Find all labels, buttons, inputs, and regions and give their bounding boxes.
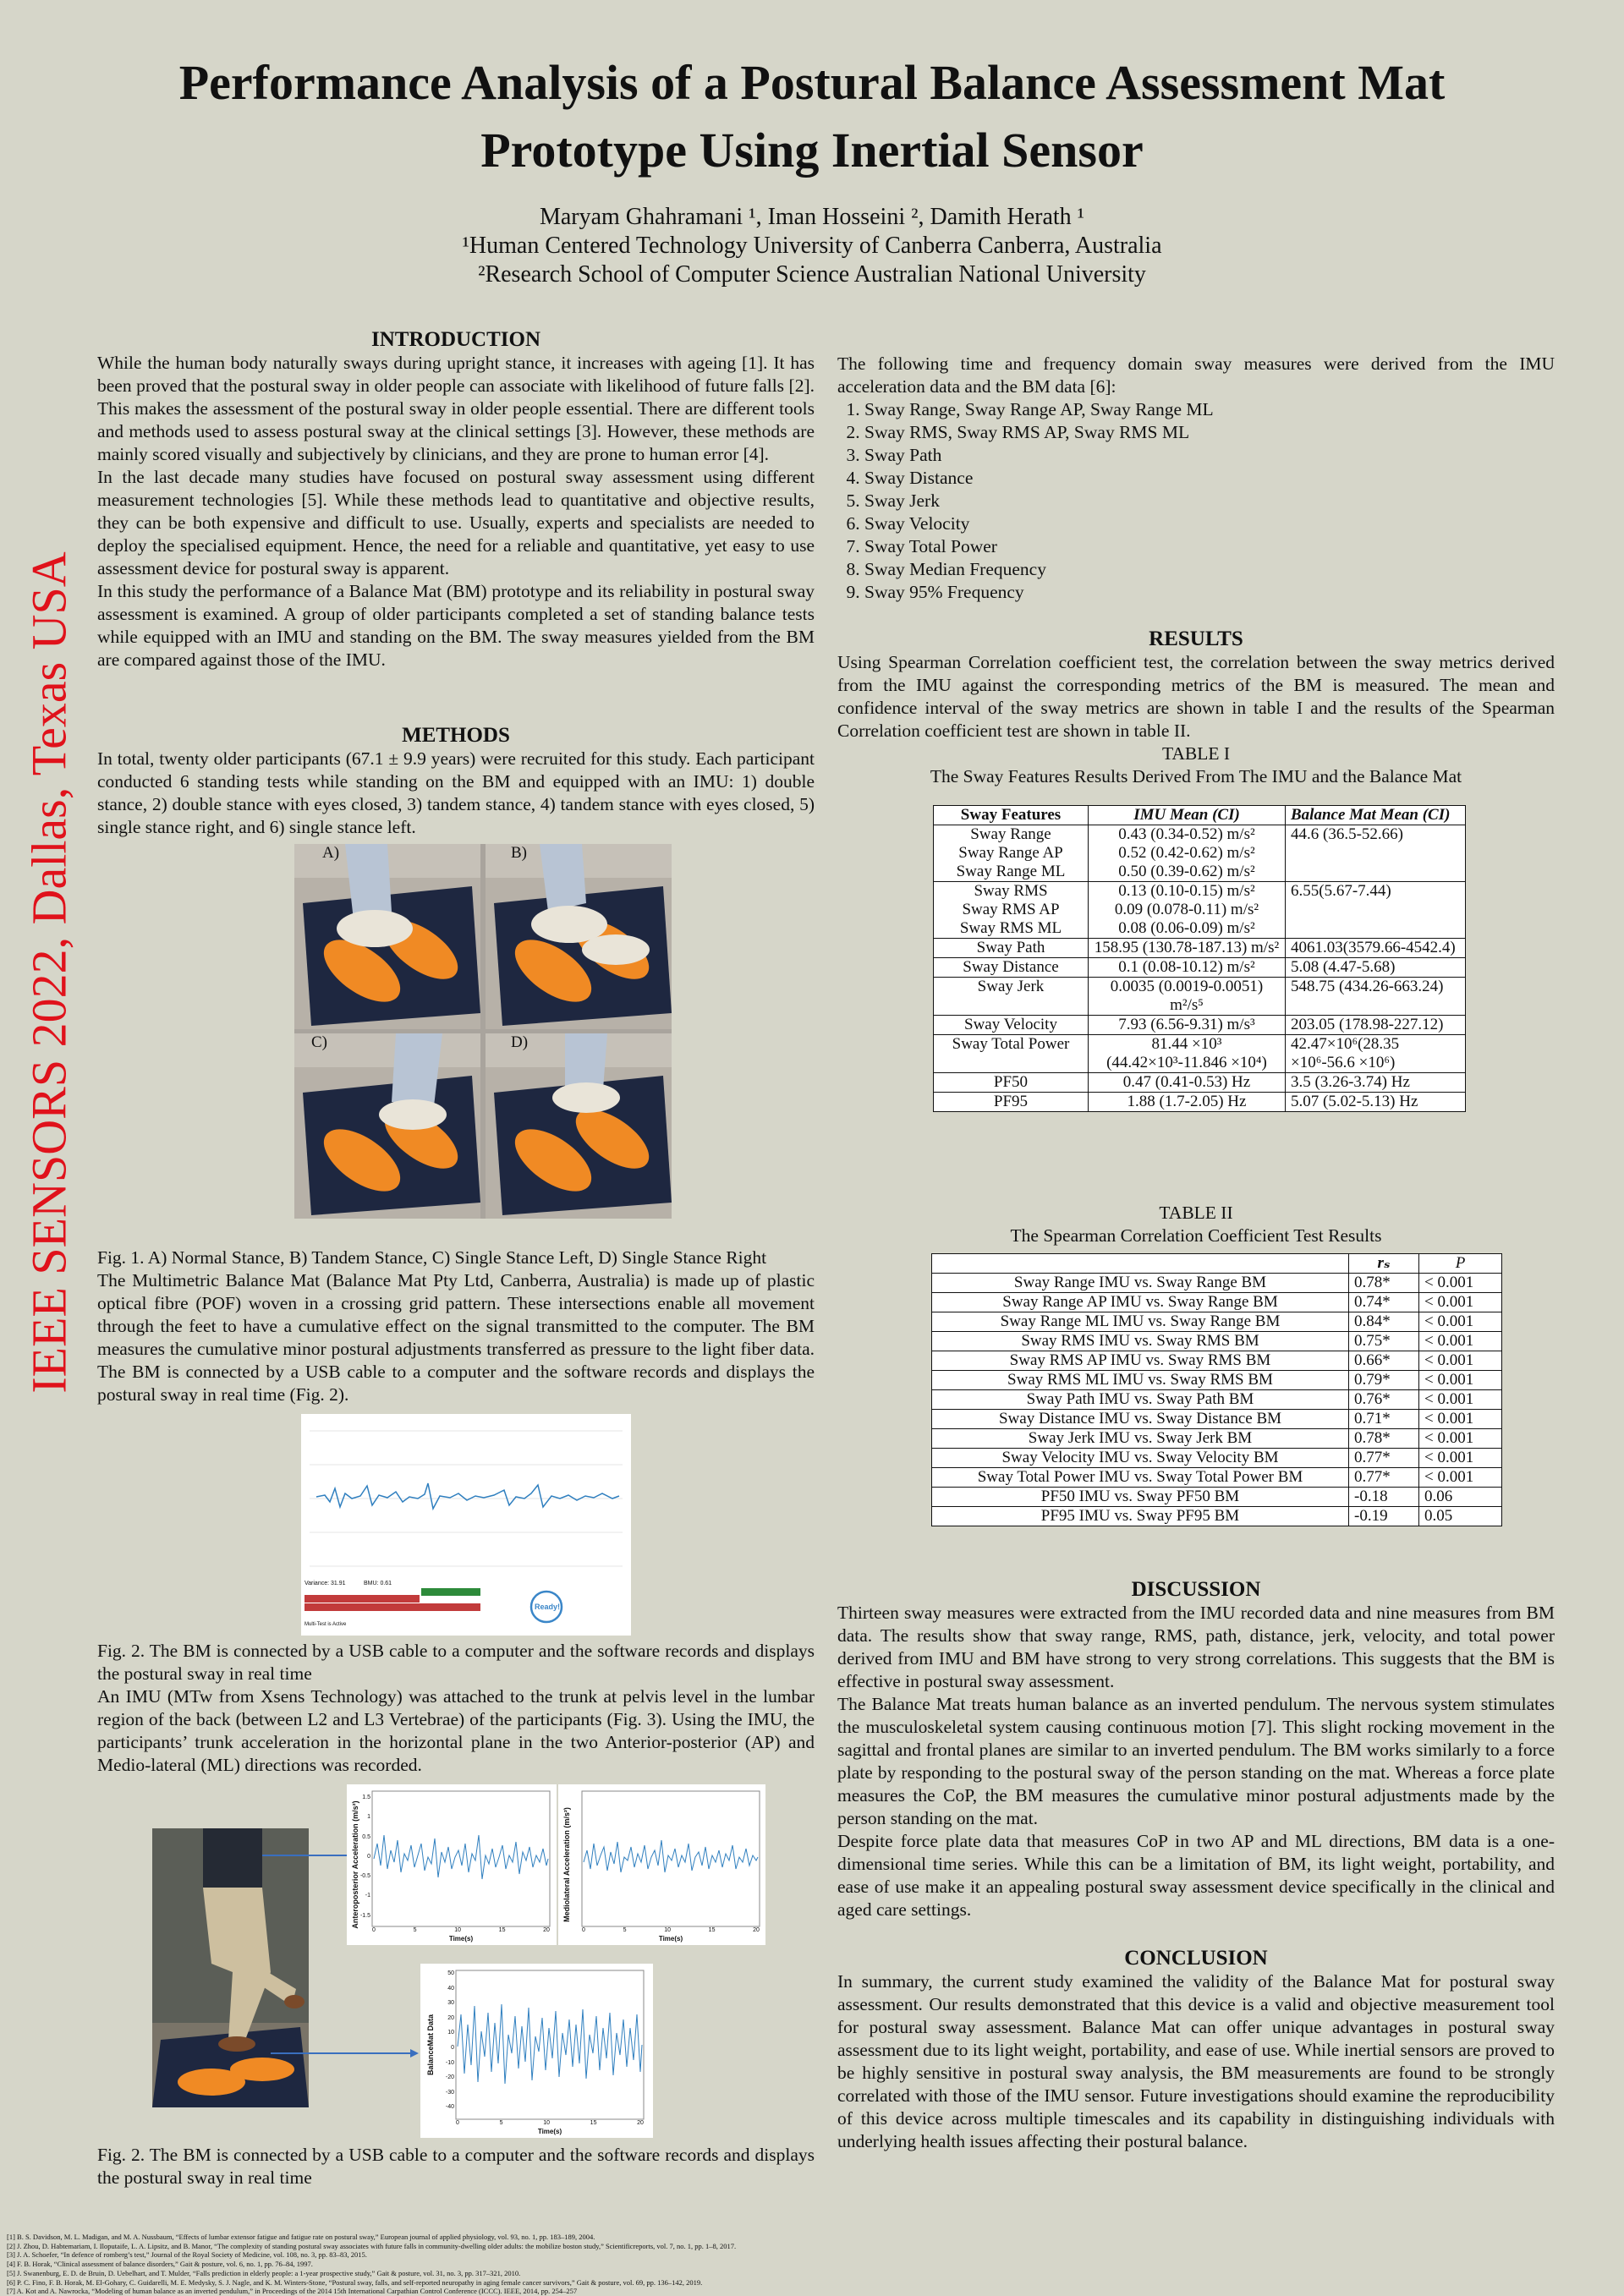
table1-feature-cell: PF50 — [934, 1073, 1089, 1093]
table2-body — [932, 1274, 1502, 1526]
fig3-caption: Fig. 2. The BM is connected by a USB cable to a computer and the software records and displays the postural sway in real time — [97, 2145, 815, 2188]
table1-row — [934, 882, 1466, 939]
conference-sidebar — [21, 448, 77, 1497]
bm-ylabel: BalanceMat Data — [426, 2014, 435, 2076]
table2-rs-cell: -0.19 — [1349, 1507, 1419, 1526]
measure-item: 6. Sway Velocity — [864, 512, 1555, 535]
table1-feature-cell: Sway Range Sway Range AP Sway Range ML — [934, 825, 1089, 882]
ap-ytick: 0 — [367, 1853, 370, 1860]
ml-xtick: 15 — [708, 1927, 716, 1933]
photo-label-b: B) — [511, 844, 527, 862]
introduction-paragraph-2: In the last decade many studies have focused on postural sway assessment using different measurement technologies [5]. While these methods lead to quantitative and objective results, they can be both expensive and difficult to use. Usually, experts and specialists are needed to deploy the specialised equipment. Hence, the need for a reliable and quantitative, yet easy to use assessment device for postural sway is apparent. — [97, 467, 815, 578]
table2-row — [932, 1312, 1502, 1332]
discussion-section — [837, 1578, 1555, 1921]
conference-label: IEEE SENSORS 2022, Dallas, Texas USA — [21, 551, 77, 1394]
table2-comparison-cell: Sway Range ML IMU vs. Sway Range BM — [932, 1312, 1349, 1332]
measure-item: 2. Sway RMS, Sway RMS AP, Sway RMS ML — [864, 421, 1555, 444]
table1-bm-cell: 6.55(5.67-7.44) — [1286, 882, 1466, 939]
title-line-1: Performance Analysis of a Postural Balance Assessment Mat — [178, 55, 1446, 110]
sway-features-table — [933, 805, 1466, 1112]
table1-header: Balance Mat Mean (CI) — [1286, 806, 1466, 825]
bm-signal-svg — [420, 1964, 653, 2138]
table1-row — [934, 1016, 1466, 1035]
table1-bm-cell: 44.6 (36.5-52.66) — [1286, 825, 1466, 882]
table1-imu-cell: 81.44 ×10³ (44.42×10³-11.846 ×10⁴) — [1089, 1035, 1286, 1073]
ml-xtick: 0 — [582, 1927, 585, 1933]
table1-feature-cell: Sway Total Power — [934, 1035, 1089, 1073]
measure-item: 7. Sway Total Power — [864, 535, 1555, 558]
table2-comparison-cell: Sway Path IMU vs. Sway Path BM — [932, 1390, 1349, 1410]
table2-p-cell: < 0.001 — [1419, 1449, 1502, 1468]
table2-p-cell: < 0.001 — [1419, 1351, 1502, 1371]
bm-xtick: 0 — [456, 2120, 459, 2126]
bm-ytick: 30 — [447, 2000, 454, 2007]
table2-comparison-cell: PF95 IMU vs. Sway PF95 BM — [932, 1507, 1349, 1526]
methods-imu — [97, 1640, 815, 1777]
table1-bm-cell: 5.07 (5.02-5.13) Hz — [1286, 1093, 1466, 1112]
bm-xtick: 20 — [637, 2120, 644, 2126]
introduction-heading: INTRODUCTION — [370, 328, 541, 351]
ml-signal-svg — [558, 1784, 765, 1945]
ap-acceleration-plot — [347, 1784, 557, 1945]
ap-yticks — [359, 1788, 370, 1926]
table1-imu-cell: 7.93 (6.56-9.31) m/s³ — [1089, 1016, 1286, 1035]
table2-rs-cell: 0.75* — [1349, 1332, 1419, 1351]
variance-label: Variance: 31.91 — [304, 1581, 346, 1586]
discussion-heading: DISCUSSION — [1131, 1578, 1261, 1601]
methods-section — [97, 724, 815, 839]
table2-rs-cell: 0.84* — [1349, 1312, 1419, 1332]
table2-rs-cell: 0.76* — [1349, 1390, 1419, 1410]
measure-item: 8. Sway Median Frequency — [864, 558, 1555, 581]
table1-imu-cell: 1.88 (1.7-2.05) Hz — [1089, 1093, 1286, 1112]
table2-row — [932, 1410, 1502, 1429]
measure-item: 9. Sway 95% Frequency — [864, 581, 1555, 604]
fig3-caption-block — [97, 2144, 815, 2189]
table2-rs-cell: 0.78* — [1349, 1429, 1419, 1449]
table1-row — [934, 1093, 1466, 1112]
poster-title — [51, 49, 1573, 184]
table2-row — [932, 1371, 1502, 1390]
measures-list — [837, 398, 1555, 604]
table2-p-cell: < 0.001 — [1419, 1371, 1502, 1390]
table2-comparison-cell: Sway Range IMU vs. Sway Range BM — [932, 1274, 1349, 1293]
ml-xtick: 20 — [753, 1927, 760, 1933]
methods-paragraph-1: In total, twenty older participants (67.1 ± 9.9 years) were recruited for this study. Each participant conducted 6 standing tests while standing on the BM and equipped with an IMU: 1) double stance, 2) double stance with eyes closed, 3) tandem stance, 4) tandem stance with eyes closed, 5) single stance right, and 6) single stance left. — [97, 748, 815, 837]
table2-p-cell: < 0.001 — [1419, 1468, 1502, 1488]
table2-row — [932, 1332, 1502, 1351]
conclusion-heading: CONCLUSION — [1124, 1947, 1268, 1970]
bm-xtick: 10 — [543, 2120, 550, 2126]
ap-xlabel: Time(s) — [448, 1935, 474, 1943]
table2-row — [932, 1468, 1502, 1488]
table1-row — [934, 978, 1466, 1016]
bm-data-plot — [420, 1964, 653, 2138]
measures-section — [837, 353, 1555, 604]
table2-rs-cell: 0.77* — [1349, 1468, 1419, 1488]
table1-imu-cell: 0.43 (0.34-0.52) m/s² 0.52 (0.42-0.62) m/s² 0.50 (0.39-0.62) m/s² — [1089, 825, 1286, 882]
table2-p-cell: < 0.001 — [1419, 1312, 1502, 1332]
table2-comparison-cell: Sway Velocity IMU vs. Sway Velocity BM — [932, 1449, 1349, 1468]
ready-label: Ready! — [535, 1603, 561, 1611]
table2-container — [931, 1253, 1502, 1526]
ml-xticks — [582, 1927, 760, 1933]
ap-signal-svg — [347, 1784, 557, 1945]
table1-container — [933, 805, 1466, 1112]
table2-comparison-cell: Sway RMS AP IMU vs. Sway RMS BM — [932, 1351, 1349, 1371]
bm-ytick: 20 — [447, 2014, 454, 2021]
table2-row — [932, 1449, 1502, 1468]
table2-rs-cell: 0.78* — [1349, 1274, 1419, 1293]
measure-item: 4. Sway Distance — [864, 467, 1555, 490]
introduction-section — [97, 328, 815, 671]
ml-xlabel: Time(s) — [658, 1935, 683, 1943]
ap-ytick: -1 — [365, 1893, 370, 1899]
table2-comparison-cell: Sway Jerk IMU vs. Sway Jerk BM — [932, 1429, 1349, 1449]
table2-comparison-cell: Sway Total Power IMU vs. Sway Total Power BM — [932, 1468, 1349, 1488]
references — [7, 2233, 937, 2296]
table2-comparison-cell: Sway RMS IMU vs. Sway RMS BM — [932, 1332, 1349, 1351]
table1-row — [934, 939, 1466, 958]
table1-bm-cell: 3.5 (3.26-3.74) Hz — [1286, 1073, 1466, 1093]
ap-xtick: 15 — [498, 1927, 506, 1933]
table1-header: Sway Features — [934, 806, 1089, 825]
measures-intro: The following time and frequency domain sway measures were derived from the IMU acceleration data and the BM data [6]: — [837, 353, 1555, 397]
table1-feature-cell: Sway Path — [934, 939, 1089, 958]
table1-imu-cell: 158.95 (130.78-187.13) m/s² — [1089, 939, 1286, 958]
table2-row — [932, 1488, 1502, 1507]
table2-header: rₛ — [1349, 1254, 1419, 1274]
reference-item: [2] J. Zhou, D. Habtemariam, I. Iloputaife, L. A. Lipsitz, and B. Manor, “The complexity of standing postural sway associates with future falls in community-dwelling older adults: the mobilize boston study,” Scientificreports, vol. 7, no. 1, pp. 1–8, 2017. — [7, 2241, 737, 2250]
table2-p-cell: < 0.001 — [1419, 1274, 1502, 1293]
table1-imu-cell: 0.1 (0.08-10.12) m/s² — [1089, 958, 1286, 978]
table2-header — [932, 1254, 1349, 1274]
bm-yticks — [437, 1966, 454, 2115]
ap-xtick: 10 — [454, 1927, 461, 1933]
fig2-software-screenshot — [301, 1414, 631, 1636]
bm-ytick: 50 — [447, 1970, 454, 1976]
fig1-photo-grid — [294, 844, 672, 1219]
table2-p-cell: 0.05 — [1419, 1507, 1502, 1526]
table2-p-cell: < 0.001 — [1419, 1410, 1502, 1429]
ap-ytick: 1 — [367, 1814, 370, 1821]
stance-photos-illustration — [294, 844, 672, 1219]
results-paragraph: Using Spearman Correlation coefficient test, the correlation between the sway metrics derived from the IMU against the corresponding metrics of the BM is measured. The mean and confidence interval of the sway metrics are shown in table I and the results of the Spearman Correlation coefficient test are shown in table II. — [837, 652, 1555, 741]
ml-acceleration-plot — [558, 1784, 765, 1945]
mode-label: Multi-Test is Active — [304, 1622, 347, 1627]
table1-feature-cell: PF95 — [934, 1093, 1089, 1112]
spearman-table — [931, 1253, 1502, 1526]
reference-item: [4] F. B. Horak, “Clinical assessment of balance disorders,” Gait & posture, vol. 6, no. 1, pp. 76–84, 1997. — [7, 2260, 313, 2269]
table2-rs-cell: 0.66* — [1349, 1351, 1419, 1371]
results-section — [837, 627, 1555, 788]
ap-xtick: 0 — [372, 1927, 376, 1933]
discussion-paragraph-1: Thirteen sway measures were extracted from the IMU recorded data and nine measures from BM data. The results show that sway range, RMS, path, distance, jerk, velocity, and total power derived from IMU and BM have strong to very strong correlations. This suggests that the BM is effective in postural sway assessment. — [837, 1603, 1555, 1691]
table1-bm-cell: 4061.03(3579.66-4542.4) — [1286, 939, 1466, 958]
title-line-2: Prototype Using Inertial Sensor — [480, 123, 1144, 178]
table2-row — [932, 1507, 1502, 1526]
measure-item: 3. Sway Path — [864, 444, 1555, 467]
table1-feature-cell: Sway RMS Sway RMS AP Sway RMS ML — [934, 882, 1089, 939]
table1-bm-cell: 42.47×10⁶(28.35 ×10⁶-56.6 ×10⁶) — [1286, 1035, 1466, 1073]
table1-row — [934, 1073, 1466, 1093]
table2-p-cell: < 0.001 — [1419, 1429, 1502, 1449]
conclusion-section — [837, 1947, 1555, 2153]
fig3-imu-figure — [152, 1784, 765, 2140]
measure-item: 5. Sway Jerk — [864, 490, 1555, 512]
bm-xticks — [456, 2120, 644, 2126]
table2-p-cell: < 0.001 — [1419, 1390, 1502, 1410]
table1-bm-cell: 203.05 (178.98-227.12) — [1286, 1016, 1466, 1035]
reference-item: [3] J. A. Schoefer, “In defence of romberg’s test,” Journal of the Royal Society of Medicine, vol. 108, no. 3, pp. 83–83, 2015. — [7, 2250, 367, 2260]
ap-xtick: 20 — [543, 1927, 550, 1933]
methods-continued — [97, 1247, 815, 1406]
table1-feature-cell: Sway Jerk — [934, 978, 1089, 1016]
table2-row — [932, 1351, 1502, 1371]
table2-rs-cell: -0.18 — [1349, 1488, 1419, 1507]
table2-p-cell: < 0.001 — [1419, 1293, 1502, 1312]
bm-xtick: 15 — [590, 2120, 597, 2126]
table1-bm-cell: 5.08 (4.47-5.68) — [1286, 958, 1466, 978]
introduction-paragraph-1: While the human body naturally sways during upright stance, it increases with ageing [1]. It has been proved that the postural sway in older people can associate with likelihood of future falls [2]. This makes the assessment of the postural sway in older people essential. There are different tools and methods used to assess postural sway at the clinical settings [3]. However, these methods are mainly scored visually and subjectively by clinicians, and they are prone to human error [4]. — [97, 353, 815, 464]
photo-label-d: D) — [511, 1033, 529, 1051]
table2-comparison-cell: Sway RMS ML IMU vs. Sway RMS BM — [932, 1371, 1349, 1390]
table2-label: TABLE II — [1159, 1203, 1233, 1223]
table2-comparison-cell: Sway Distance IMU vs. Sway Distance BM — [932, 1410, 1349, 1429]
ap-ytick: 1.5 — [362, 1795, 370, 1800]
software-signal-plot — [301, 1414, 631, 1636]
table1-imu-cell: 0.47 (0.41-0.53) Hz — [1089, 1073, 1286, 1093]
ml-xtick: 5 — [623, 1927, 627, 1933]
results-heading: RESULTS — [1149, 627, 1243, 650]
reference-item: [6] P. C. Fino, F. B. Horak, M. El-Gohary, C. Guidarelli, M. E. Medysky, S. J. Nagle, and K. M. Winters-Stone, “Postural sway, falls, and self-reported neuropathy in aging female cancer survivors,” Gait & posture, vol. 69, pp. 136–142, 2019. — [7, 2277, 703, 2287]
table1-row — [934, 825, 1466, 882]
ml-xtick: 10 — [664, 1927, 671, 1933]
introduction-paragraph-3: In this study the performance of a Balance Mat (BM) prototype and its reliability in postural sway assessment is examined. A group of older participants completed a set of standing balance tests while equipped with an IMU and standing on the BM. The sway measures yielded from the BM are compared against those of the IMU. — [97, 581, 815, 670]
table1-header: IMU Mean (CI) — [1089, 806, 1286, 825]
bm-ytick: -20 — [445, 2074, 454, 2081]
reference-item: [1] B. S. Davidson, M. L. Madigan, and M. A. Nussbaum, “Effects of lumbar extensor fatigue and fatigue rate on postural sway,” European journal of applied physiology, vol. 93, no. 1, pp. 183–189, 2004. — [7, 2233, 595, 2241]
ap-xticks — [372, 1927, 550, 1933]
table2-row — [932, 1293, 1502, 1312]
reference-item: [7] A. Kot and A. Nawrocka, “Modeling of human balance as an inverted pendulum,” in Proceedings of the 2014 15th International Carpathian Control Conference (ICCC). IEEE, 2014, pp. 254–257 — [7, 2287, 578, 2296]
table1-feature-cell: Sway Velocity — [934, 1016, 1089, 1035]
bm-xlabel: Time(s) — [537, 2128, 562, 2135]
table2-row — [932, 1390, 1502, 1410]
table2-rs-cell: 0.74* — [1349, 1293, 1419, 1312]
bm-xtick: 5 — [499, 2120, 503, 2126]
table2-caption — [837, 1202, 1555, 1247]
photo-label-c: C) — [311, 1033, 327, 1051]
photo-label-a: A) — [322, 844, 340, 862]
table2-header: P — [1419, 1254, 1502, 1274]
methods-paragraph-2: The Multimetric Balance Mat (Balance Mat Pty Ltd, Canberra, Australia) is made up of plastic optical fibre (POF) woven in a crossing grid pattern. These intersections enable all movement through the feet to have a cumulative effect on the signal transmitted to the computer. The BM measures the cumulative minor postural adjustments transferred as pressure to the light fiber data. The BM is connected by a USB cable to a computer and the software records and displays the postural sway in real time (Fig. 2). — [97, 1270, 815, 1405]
table2-rs-cell: 0.77* — [1349, 1449, 1419, 1468]
table2-row — [932, 1274, 1502, 1293]
table2-comparison-cell: PF50 IMU vs. Sway PF50 BM — [932, 1488, 1349, 1507]
table1-row — [934, 1035, 1466, 1073]
table1-row — [934, 958, 1466, 978]
table2-p-cell: < 0.001 — [1419, 1332, 1502, 1351]
ap-ytick: 0.5 — [362, 1833, 370, 1840]
methods-heading: METHODS — [402, 724, 510, 747]
ap-xtick: 5 — [413, 1927, 417, 1933]
table1-bm-cell: 548.75 (434.26-663.24) — [1286, 978, 1466, 1016]
table1-imu-cell: 0.0035 (0.0019-0.0051) m²/s⁵ — [1089, 978, 1286, 1016]
fig2-caption: Fig. 2. The BM is connected by a USB cable to a computer and the software records and displays the postural sway in real time — [97, 1641, 815, 1684]
table2-rs-cell: 0.71* — [1349, 1410, 1419, 1429]
ap-ytick: -1.5 — [359, 1912, 370, 1919]
table1-feature-cell: Sway Distance — [934, 958, 1089, 978]
table2-title: The Spearman Correlation Coefficient Test Results — [1010, 1225, 1382, 1246]
ml-ylabel: Mediolateral Acceleration (m/s²) — [562, 1807, 571, 1922]
bm-ytick: -10 — [445, 2059, 454, 2066]
discussion-paragraph-2: The Balance Mat treats human balance as an inverted pendulum. The nervous system stimulates the musculoskeletal system causing continuous motion [7]. This slight rocking movement in the sagittal and frontal planes are similar to an inverted pendulum. The BM works similarly to a force plate by responding to the postural sway of the person standing on the mat. Whereas a force plate measures the CoP, the BM measures the cumulative minor postural adjustments made by the person standing on the mat. — [837, 1694, 1555, 1828]
table1-label: TABLE I — [1161, 743, 1231, 764]
table1-title: The Sway Features Results Derived From The IMU and the Balance Mat — [930, 766, 1462, 786]
conclusion-paragraph: In summary, the current study examined the validity of the Balance Mat for postural sway assessment. Our results demonstrated that this device is a valid and objective measurement tool for postural sway assessment. Balance Mat can offer unique advantages in postural sway assessment due to its light weight, portability, and ease of use. While inertial sensors are proved to be highly sensitive in postural sway analysis, the BM measurements are found to be strongly correlated with those of the IMU sensor. Future investigations should examine the reproducibility of this device across multiple timescales and its capability in distinguishing individuals with underlying health issues affecting their postural balance. — [837, 1971, 1555, 2151]
table2-rs-cell: 0.79* — [1349, 1371, 1419, 1390]
bm-ytick: -40 — [445, 2104, 454, 2111]
table2-row — [932, 1429, 1502, 1449]
bm-ytick: -30 — [445, 2089, 454, 2096]
author-block — [0, 203, 1624, 289]
affiliation-1: ¹Human Centered Technology University of Canberra Canberra, Australia — [462, 233, 1162, 259]
affiliation-2: ²Research School of Computer Science Australian National University — [478, 261, 1146, 288]
bm-ytick: 40 — [447, 1985, 454, 1992]
reference-item: [5] J. Swanenburg, E. D. de Bruin, D. Uebelhart, and T. Mulder, “Falls prediction in elderly people: a 1-year prospective study,” Gait & posture, vol. 31, no. 3, pp. 317–321, 2010. — [7, 2268, 521, 2277]
fig1-caption: Fig. 1. A) Normal Stance, B) Tandem Stance, C) Single Stance Left, D) Single Stance Right — [97, 1247, 767, 1268]
bm-ytick: 10 — [447, 2030, 454, 2036]
ap-ylabel: Anteroposterior Acceleration (m/s²) — [351, 1800, 359, 1929]
table1-body — [934, 825, 1466, 1112]
discussion-paragraph-3: Despite force plate data that measures CoP in two AP and ML directions, BM data is a one-dimensional time series. While this can be a limitation of BM, its light weight, portability, and ease of use make it an appealing postural sway assessment device specifically in the clinical and aged care settings. — [837, 1831, 1555, 1920]
methods-paragraph-3: An IMU (MTw from Xsens Technology) was attached to the trunk at pelvis level in the lumbar region of the back (between L2 and L3 Vertebrae) of the participants (Fig. 3). Using the IMU, the participants’ trunk acceleration in the horizontal plane in the two Anterior-posterior (AP) and Medio-lateral (ML) directions was recorded. — [97, 1686, 815, 1775]
ap-ytick: -0.5 — [359, 1873, 370, 1880]
table1-imu-cell: 0.13 (0.10-0.15) m/s² 0.09 (0.078-0.11) m/s² 0.08 (0.06-0.09) m/s² — [1089, 882, 1286, 939]
author-names: Maryam Ghahramani ¹, Iman Hosseini ², Damith Herath ¹ — [539, 204, 1085, 230]
table2-comparison-cell: Sway Range AP IMU vs. Sway Range BM — [932, 1293, 1349, 1312]
bmu-label: BMU: 0.61 — [364, 1581, 392, 1586]
measure-item: 1. Sway Range, Sway Range AP, Sway Range ML — [864, 398, 1555, 421]
bm-ytick: 0 — [451, 2044, 454, 2051]
table2-p-cell: 0.06 — [1419, 1488, 1502, 1507]
